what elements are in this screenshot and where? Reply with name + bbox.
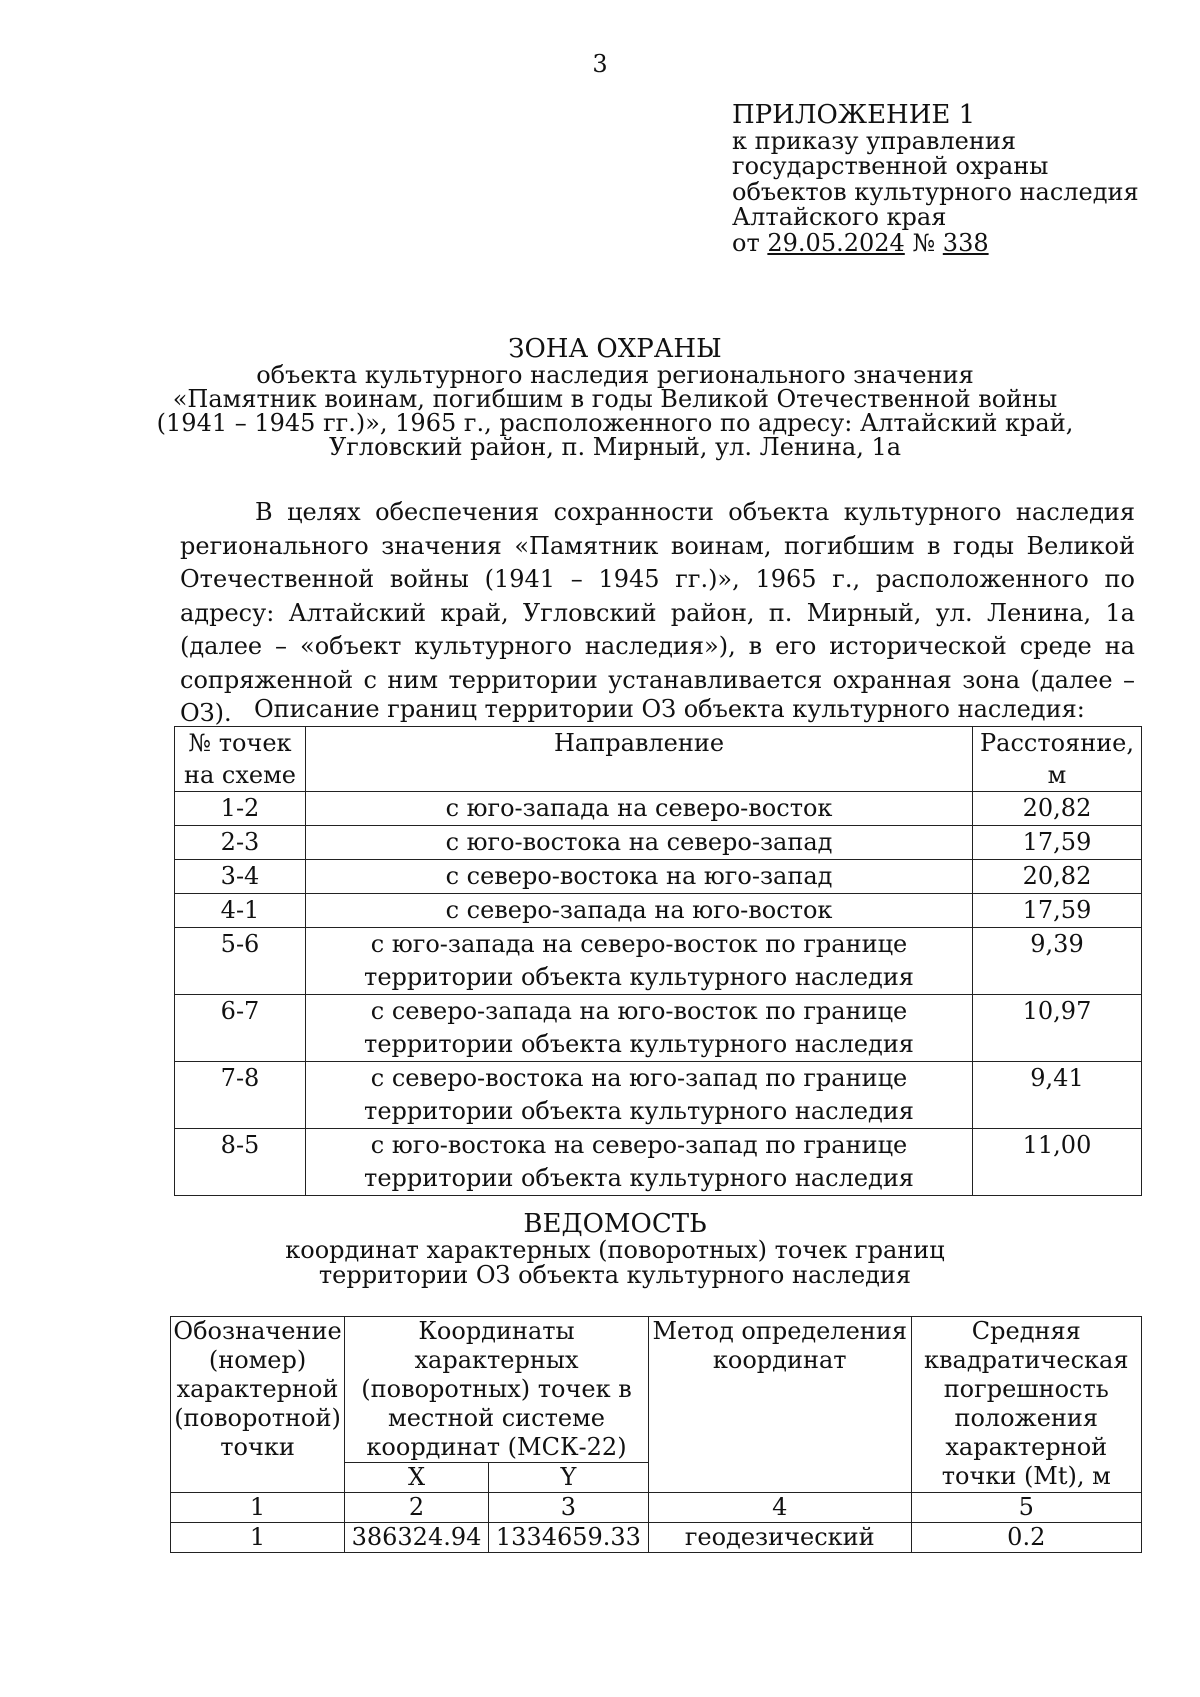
number-prefix: №	[912, 228, 936, 257]
cell-direction: с северо-востока на юго-запад	[306, 860, 973, 894]
cell-direction: с северо-запада на юго-восток	[306, 894, 973, 928]
cell-points: 1-2	[175, 792, 306, 826]
appendix-line: объектов культурного наследия	[732, 177, 1139, 206]
cell-points: 6-7	[175, 995, 306, 1062]
cell-distance: 17,59	[973, 826, 1142, 860]
appendix-line: к приказу управления	[732, 126, 1017, 155]
vedomost-title: ВЕДОМОСТЬ	[523, 1209, 707, 1239]
vedomost-subtitle-line: территории ОЗ объекта культурного наследия	[318, 1261, 912, 1289]
cell-method: геодезический	[648, 1523, 911, 1553]
appendix-title: ПРИЛОЖЕНИЕ 1	[732, 100, 976, 130]
date-prefix: от	[732, 228, 760, 257]
header-coordinates: Координаты характерных (поворотных) точек в местной системе координат (МСК-22)	[345, 1317, 649, 1463]
cell-distance: 11,00	[973, 1129, 1142, 1196]
cell-direction: с юго-запада на северо-восток по границе территории объекта культурного наследия	[306, 928, 973, 995]
cell-y: 1334659.33	[488, 1523, 648, 1553]
zone-subtitle	[150, 363, 1080, 459]
table-numbering-row	[171, 1493, 1142, 1523]
appendix-block	[732, 100, 1139, 257]
vedomost-subtitle	[150, 1238, 1080, 1288]
order-number: 338	[942, 228, 989, 257]
order-date: 29.05.2024	[767, 228, 905, 257]
table-row	[175, 1062, 1142, 1129]
column-number: 5	[911, 1493, 1141, 1523]
column-number: 2	[345, 1493, 489, 1523]
appendix-line: Алтайского края	[732, 203, 947, 231]
header-y: Y	[488, 1463, 648, 1493]
header-points: № точек на схеме	[175, 727, 306, 792]
cell-points: 3-4	[175, 860, 306, 894]
table-row	[175, 1129, 1142, 1196]
cell-x: 386324.94	[345, 1523, 489, 1553]
appendix-date-line	[732, 228, 1139, 257]
appendix-line: государственной охраны	[732, 152, 1049, 180]
cell-distance: 20,82	[973, 792, 1142, 826]
cell-distance: 20,82	[973, 860, 1142, 894]
table-row	[175, 860, 1142, 894]
boundary-table	[174, 726, 1142, 1196]
column-number: 1	[171, 1493, 345, 1523]
cell-distance: 17,59	[973, 894, 1142, 928]
header-error: Средняя квадратическая погрешность положения характерной точки (Mt), м	[911, 1317, 1141, 1493]
zone-subtitle-line: (1941 – 1945 гг.)», 1965 г., расположенного по адресу: Алтайский край,	[156, 409, 1074, 437]
table-header-row	[171, 1317, 1142, 1463]
cell-direction: с юго-востока на северо-запад по границе территории объекта культурного наследия	[306, 1129, 973, 1196]
cell-distance: 9,41	[973, 1062, 1142, 1129]
cell-points: 2-3	[175, 826, 306, 860]
header-designation: Обозначение (номер) характерной (поворотной) точки	[171, 1317, 345, 1493]
zone-subtitle-line: Угловский район, п. Мирный, ул. Ленина, 1а	[328, 433, 902, 461]
cell-distance: 9,39	[973, 928, 1142, 995]
table-row	[175, 995, 1142, 1062]
page-number: 3	[592, 50, 608, 78]
table-row	[175, 826, 1142, 860]
cell-distance: 10,97	[973, 995, 1142, 1062]
cell-points: 4-1	[175, 894, 306, 928]
cell-direction: с юго-запада на северо-восток	[306, 792, 973, 826]
cell-points: 5-6	[175, 928, 306, 995]
cell-error: 0.2	[911, 1523, 1141, 1553]
header-x: X	[345, 1463, 489, 1493]
zone-subtitle-line: «Памятник воинам, погибшим в годы Великой Отечественной войны	[172, 385, 1058, 413]
cell-points: 8-5	[175, 1129, 306, 1196]
intro-paragraph-text: В целях обеспечения сохранности объекта культурного наследия регионального значения «Памятник воинам, погибшим в годы Великой Отечественной войны (1941 – 1945 гг.)», 1965 г., расположенного по адресу: Алтайский край, Угловский район, п. Мирный, ул. Ленина, 1а (далее – «объект культурного наследия»), в его исторической среде на сопряженной с ним территории устанавливается охранная зона (далее – ОЗ).	[180, 498, 1135, 727]
table-row	[175, 792, 1142, 826]
zone-title: ЗОНА ОХРАНЫ	[508, 334, 722, 364]
table-row	[171, 1523, 1142, 1553]
table-header-row	[175, 727, 1142, 792]
cell-points: 7-8	[175, 1062, 306, 1129]
header-direction: Направление	[306, 727, 973, 792]
header-distance: Расстояние, м	[973, 727, 1142, 792]
table-row	[175, 928, 1142, 995]
cell-direction: с северо-запада на юго-восток по границе территории объекта культурного наследия	[306, 995, 973, 1062]
vedomost-subtitle-line: координат характерных (поворотных) точек границ	[285, 1236, 945, 1264]
zone-subtitle-line: объекта культурного наследия регионального значения	[256, 361, 974, 389]
header-method: Метод определения координат	[648, 1317, 911, 1493]
cell-direction: с юго-востока на северо-запад	[306, 826, 973, 860]
column-number: 3	[488, 1493, 648, 1523]
table1-caption: Описание границ территории ОЗ объекта культурного наследия:	[254, 695, 1085, 723]
coordinates-table	[170, 1316, 1142, 1553]
cell-point: 1	[171, 1523, 345, 1553]
cell-direction: с северо-востока на юго-запад по границе территории объекта культурного наследия	[306, 1062, 973, 1129]
column-number: 4	[648, 1493, 911, 1523]
table-row	[175, 894, 1142, 928]
